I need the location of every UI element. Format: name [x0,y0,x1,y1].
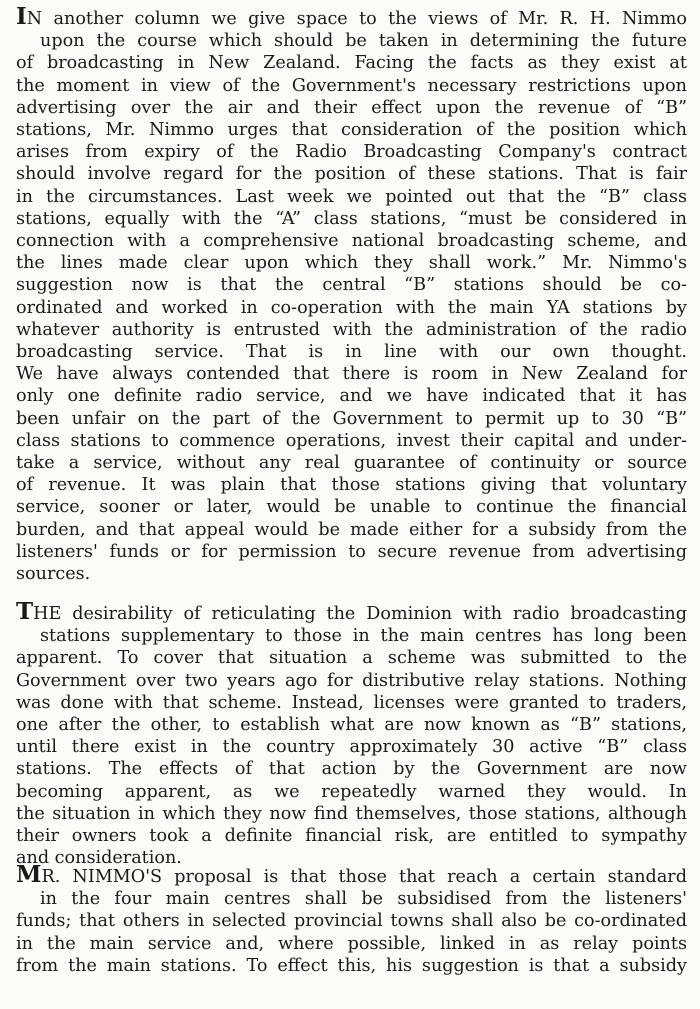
text-line: was done with that scheme. Instead, licenses were granted to traders, [16,692,687,713]
text-line: their owners took a definite financial risk, are entitled to sympathy [16,826,687,847]
text-line: until there exist in the country approximately 30 active “B” class [16,737,687,758]
text-line: of revenue. It was plain that those stations giving that voluntary [16,475,687,496]
text-line: service, sooner or later, would be unable to continue the financial [16,497,687,518]
text-line: suggestion now is that the central “B” stations should be co- [16,275,687,296]
text-line: listeners' funds or for permission to secure revenue from advertising [16,541,687,562]
text-line: We have always contended that there is room in New Zealand for [16,364,687,385]
text-line: whatever authority is entrusted with the administration of the radio [16,319,687,340]
text-line: becoming apparent, as we repeatedly warned they would. In [16,781,687,802]
text-line: THE desirability of reticulating the Dominion with radio broadcasting [16,598,687,625]
text-line: connection with a comprehensive national broadcasting scheme, and [16,231,687,252]
text-line: and consideration. [16,848,182,869]
text-line: Government over two years ago for distributive relay stations. Nothing [16,670,687,691]
text-line: been unfair on the part of the Government to permit up to 30 “B” [16,408,687,429]
text-line: of broadcasting in New Zealand. Facing the facts as they exist at [16,53,687,74]
paragraph-1 [16,3,687,585]
drop-cap: M [16,861,42,888]
text-line: ordinated and worked in co-operation with the main YA stations by [16,297,687,318]
text-line: stations, Mr. Nimmo urges that consideration of the position which [16,120,687,141]
text-line: the lines made clear upon which they shall work.” Mr. Nimmo's [16,253,687,274]
text-line: sources. [16,564,91,585]
text-line: class stations to commence operations, invest their capital and under- [16,430,687,451]
text-line: in the main service and, where possible, linked in as relay points [16,933,687,954]
text-line: in the circumstances. Last week we pointed out that the “B” class [16,186,687,207]
text-line: arises from expiry of the Radio Broadcasting Company's contract [16,142,687,163]
paragraph-2 [16,598,687,869]
text-line: burden, and that appeal would be made either for a subsidy from the [16,519,687,540]
text-line: apparent. To cover that situation a scheme was submitted to the [16,648,687,669]
text-line: advertising over the air and their effect upon the revenue of “B” [16,97,687,118]
text-line: one after the other, to establish what are now known as “B” stations, [16,715,687,736]
text-line: stations. The effects of that action by the Government are now [16,759,687,780]
text-line: from the main stations. To effect this, his suggestion is that a subsidy [16,955,687,976]
text-line: the situation in which they now find themselves, those stations, although [16,803,687,824]
text-line: funds; that others in selected provincial towns shall also be co-ordinated [16,911,687,932]
drop-cap: I [16,3,27,30]
text-line: broadcasting service. That is in line with our own thought. [16,342,687,363]
text-line: in the four main centres shall be subsidised from the listeners' [40,889,687,910]
text-line: should involve regard for the position of these stations. That is fair [16,164,687,185]
text-line: IN another column we give space to the views of Mr. R. H. Nimmo [16,3,687,30]
text-line: upon the course which should be taken in determining the future [40,31,687,52]
text-line: stations, equally with the “A” class stations, “must be considered in [16,208,687,229]
text-line: only one definite radio service, and we have indicated that it has [16,386,687,407]
paragraph-3 [16,861,687,977]
text-line: stations supplementary to those in the main centres has long been [40,626,687,647]
text-line: the moment in view of the Government's necessary restrictions upon [16,75,687,96]
drop-cap: T [16,598,34,625]
text-line: MR. NIMMO'S proposal is that those that reach a certain standard [16,861,687,888]
text-line: take a service, without any real guarantee of continuity or source [16,453,687,474]
